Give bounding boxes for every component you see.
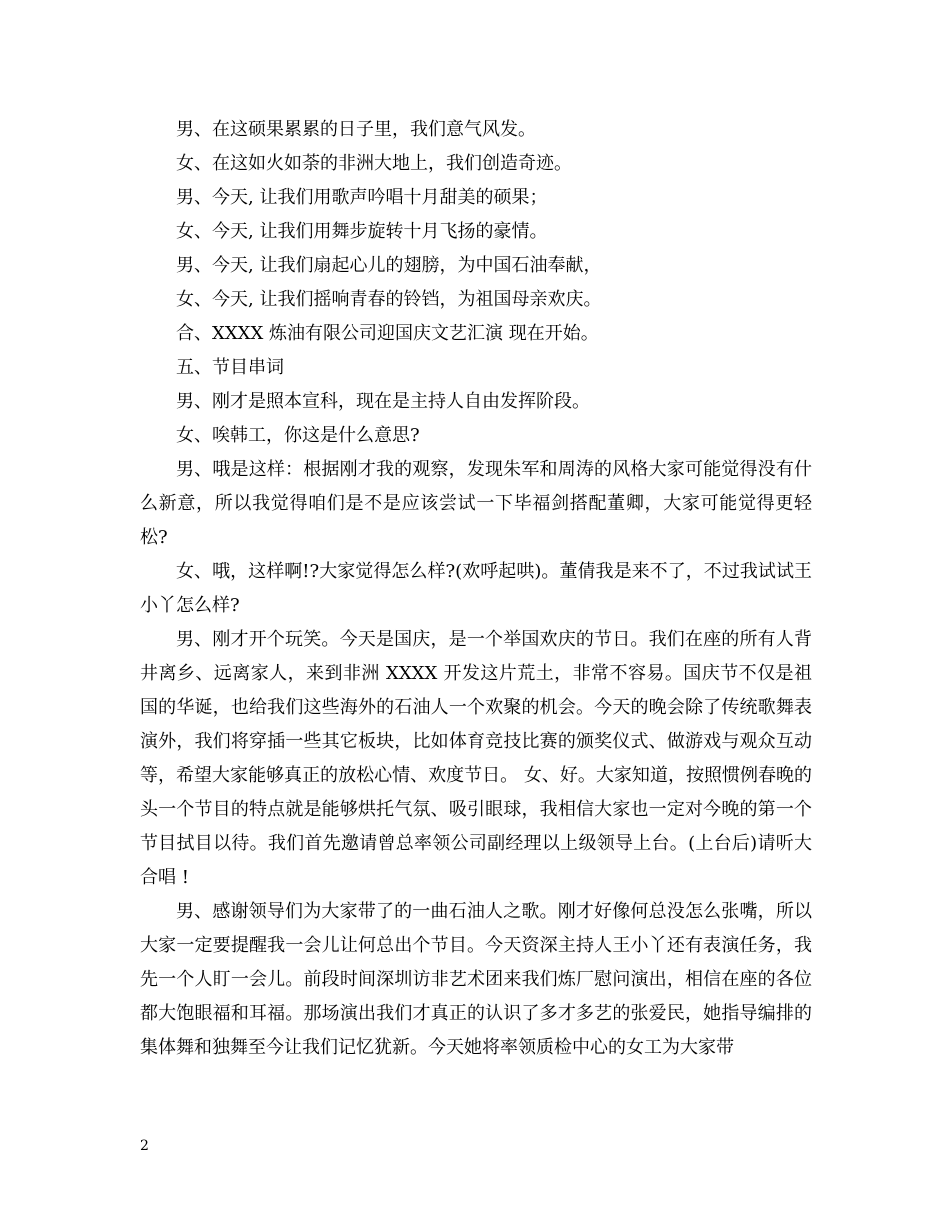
page-number: 2: [140, 1138, 149, 1154]
document-body: [140, 113, 812, 1065]
paragraph-3: 男、今天, 让我们用歌声吟唱十月甜美的硕果；: [176, 187, 548, 208]
paragraph-5: 男、今天, 让我们扇起心儿的翅膀，为中国石油奉献，: [176, 255, 602, 276]
paragraph-7: 合、XXXX 炼油有限公司迎国庆文艺汇演 现在开始。: [176, 323, 599, 344]
paragraph-12: 女、哦，这样啊!?大家觉得怎么样?(欢呼起哄)。董倩我是来不了，不过我试试王小丫怎么样?: [140, 561, 812, 616]
paragraph-4: 女、今天, 让我们用舞步旋转十月飞扬的豪情。: [176, 221, 548, 242]
paragraph-11: 男、哦是这样：根据刚才我的观察，发现朱军和周涛的风格大家可能觉得没有什么新意，所以我觉得咱们是不是应该尝试一下毕福剑搭配董卿，大家可能觉得更轻松?: [140, 459, 812, 548]
paragraph-6: 女、今天, 让我们摇响青春的铃铛，为祖国母亲欢庆。: [176, 289, 602, 310]
paragraph-13: 男、刚才开个玩笑。今天是国庆，是一个举国欢庆的节日。我们在座的所有人背井离乡、远离家人，来到非洲 XXXX 开发这片荒土，非常不容易。国庆节不仅是祖国的华诞，也给我们这些海外的石油人一个欢聚的机会。今天的晚会除了传统歌舞表演外，我们将穿插一些其它板块，比如体育竞技比赛的颁奖仪式、做游戏与观众互动等，希望大家能够真正的放松心情、欢度节日。 女、好。大家知道，按照惯例春晚的头一个节目的特点就是能够烘托气氛、吸引眼球，我相信大家也一定对今晚的第一个节目拭目以待。我们首先邀请曾总率领公司副经理以上级领导上台。(上台后)请听大合唱 !: [140, 629, 812, 888]
paragraph-2: 女、在这如火如荼的非洲大地上，我们创造奇迹。: [176, 153, 572, 174]
paragraph-14: 男、感谢领导们为大家带了的一曲石油人之歌。刚才好像何总没怎么张嘴，所以大家一定要提醒我一会儿让何总出个节目。今天资深主持人王小丫还有表演任务，我先一个人盯一会儿。前段时间深圳访非艺术团来我们炼厂慰问演出，相信在座的各位都大饱眼福和耳福。那场演出我们才真正的认识了多才多艺的张爱民，她指导编排的集体舞和独舞至今让我们记忆犹新。今天她将率领质检中心的女工为大家带: [140, 901, 812, 1058]
paragraph-9: 男、刚才是照本宣科，现在是主持人自由发挥阶段。: [176, 391, 590, 412]
paragraph-10: 女、唉韩工，你这是什么意思?: [176, 425, 420, 446]
section-heading: 五、节目串词: [176, 357, 284, 378]
paragraph-1: 男、在这硕果累累的日子里，我们意气风发。: [176, 119, 536, 140]
